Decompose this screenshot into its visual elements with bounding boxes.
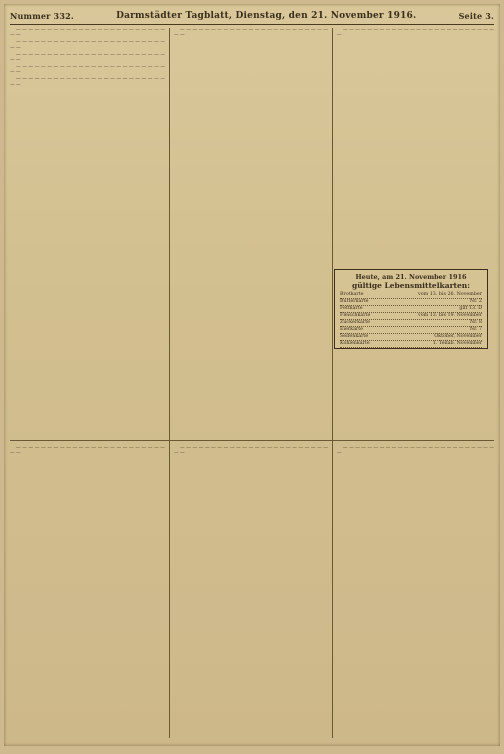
article-columns bbox=[10, 28, 494, 740]
column-3-upper: — — — — — — — — — — — — — — — — — — — — — — — — — — bbox=[337, 28, 494, 39]
food-card-notice-box bbox=[334, 269, 488, 349]
column-2-lower: — — — — — — — — — — — — — — — — — — — — — — — — — — bbox=[174, 446, 328, 457]
notice-row: Kohlenkarte 1. Teilab. November bbox=[340, 341, 482, 346]
masthead: Darmstädter Tagblatt, Dienstag, den 21. November 1916. bbox=[116, 11, 417, 21]
notice-row: Fettkarte gilt 13. D bbox=[340, 306, 482, 311]
page-header bbox=[10, 8, 494, 25]
column-3-lower: — — — — — — — — — — — — — — — — — — — — — — — — — — bbox=[337, 446, 494, 457]
column-1-upper: — — — — — — — — — — — — — — — — — — — — — — — — — — — — — — — — — — — — — — — — — — — — — — — — — — — — — — — — — — — — — — — — — — — — — — — — — — — — — — — — — — — — — — — — — — — — — — — — — — — — — — — — — — — — — — — — — — — — — — — — — — — — — — — — — — bbox=[10, 28, 165, 88]
column-divider bbox=[332, 28, 333, 738]
notice-row: Seifenkarte Oktober, November bbox=[340, 334, 482, 339]
notice-title: Heute, am 21. November 1916 bbox=[355, 273, 467, 281]
section-divider bbox=[10, 440, 494, 441]
notice-row: Fleischkarte vom 13. bis 19. November bbox=[340, 313, 482, 318]
notice-row: Eierkarte Nr. 7 bbox=[340, 327, 482, 332]
notice-row: Butterkarte Nr. 2 bbox=[340, 299, 482, 304]
column-divider bbox=[169, 28, 170, 738]
newspaper-page bbox=[4, 4, 500, 746]
issue-number: Nummer 332. bbox=[10, 11, 74, 21]
column-1-lower: — — — — — — — — — — — — — — — — — — — — — — — — — — bbox=[10, 446, 165, 457]
notice-row: Zuckerkarte Nr. 8 bbox=[340, 320, 482, 325]
page-number: Seite 3. bbox=[458, 11, 494, 21]
notice-row: Brotkarte vom 13. bis 26. November bbox=[340, 292, 482, 297]
notice-subtitle: gültige Lebensmittelkarten: bbox=[351, 281, 471, 290]
column-2-upper: — — — — — — — — — — — — — — — — — — — — — — — — — — bbox=[174, 28, 328, 39]
